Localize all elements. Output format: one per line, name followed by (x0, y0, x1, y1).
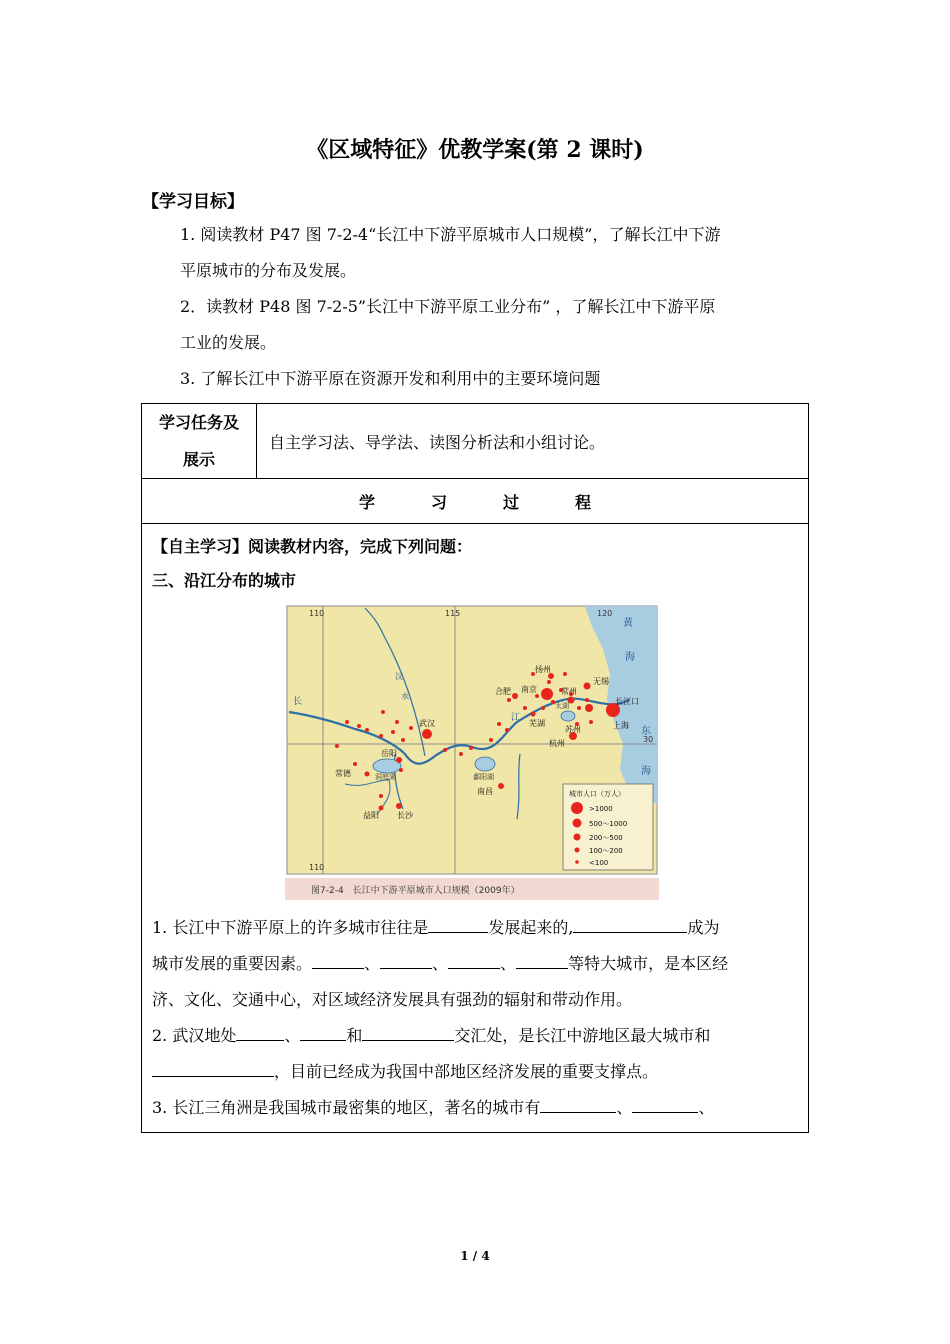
map-caption: 图7-2-4 长江中下游平原城市人口规模（2009年） (311, 886, 520, 896)
task-label-cell (142, 404, 257, 479)
objective-1 (142, 217, 808, 289)
process-char-1: 学 (358, 492, 375, 512)
sea-label-4: 海 (641, 766, 651, 777)
city-dot-wuhu (531, 712, 536, 717)
q1-sep-2: 、 (432, 954, 449, 973)
city-label-changzhou: 常州 (561, 687, 577, 696)
poyang-lake (475, 757, 495, 771)
q2-text-b: 、 (284, 1026, 301, 1045)
page-title: 《区域特征》优教学案(第 2 课时) (306, 137, 644, 163)
q3-sep-2: 、 (698, 1098, 715, 1117)
objectives-heading: 【学习目标】 (142, 192, 244, 212)
map-legend (563, 784, 653, 870)
city-dot-suzhou (585, 704, 593, 712)
q1-sep-3: 、 (500, 954, 517, 973)
page-number: 1 / 4 (460, 1249, 490, 1263)
legend-item-5: <100 (589, 859, 609, 867)
question-2 (152, 1018, 800, 1090)
city-dot-wuhan (422, 729, 432, 739)
content-cell (142, 524, 809, 1133)
legend-item-3: 200～500 (589, 834, 623, 842)
q2-blank-1[interactable] (236, 1022, 284, 1041)
city-label-wuhan: 武汉 (419, 719, 435, 728)
city-label-suzhou: 苏州 (565, 725, 581, 734)
q2-blank-4[interactable] (152, 1058, 274, 1077)
city-dot-changzhou (568, 697, 575, 704)
q1-sep-1: 、 (364, 954, 381, 973)
city-label-wuhu: 芜湖 (529, 719, 545, 728)
q1-text-f: 济、文化、交通中心，对区域经济发展具有强劲的辐射和带动作用。 (152, 990, 633, 1009)
legend-title: 城市人口（万人） (569, 790, 625, 798)
city-label-nanjing: 南京 (521, 685, 537, 694)
q1-text-c: 成为 (687, 918, 720, 937)
city-label-hangzhou: 杭州 (549, 739, 565, 748)
city-label-yangzhou: 扬州 (535, 665, 551, 674)
methods-cell: 自主学习法、导学法、读图分析法和小组讨论。 (257, 404, 809, 479)
q2-text-e: ，目前已经成为我国中部地区经济发展的重要支撑点。 (274, 1062, 659, 1081)
process-char-2: 习 (430, 492, 447, 512)
city-label-changde: 常德 (335, 769, 351, 778)
city-label-nanchang: 南昌 (477, 787, 493, 796)
grid-label-120: 120 (597, 609, 613, 618)
city-label-hefei: 合肥 (495, 687, 511, 696)
grid-label-30: 30 (643, 735, 654, 744)
city-label-wuxi: 无锡 (593, 677, 609, 686)
question-3 (152, 1090, 800, 1126)
study-table (141, 403, 809, 1133)
q2-text-a: 2. 武汉地处 (152, 1026, 237, 1045)
q1-blank-6[interactable] (516, 950, 568, 969)
city-dot-yiyang (379, 806, 384, 811)
q2-blank-3[interactable] (362, 1022, 454, 1041)
process-char-4: 程 (575, 492, 592, 512)
lake-label-dongting: 洞庭湖 (375, 773, 396, 781)
objective-1-line1: 1. 阅读教材 P47 图 7-2-4“长江中下游平原城市人口规模”，了解长江中下游 (180, 225, 721, 244)
tai-lake (561, 711, 575, 721)
sea-label-3: 东 (641, 726, 651, 737)
city-label-yueyang: 岳阳 (381, 749, 397, 758)
sea-label-2: 海 (625, 652, 635, 663)
city-label-changjiangkou: 长江口 (615, 697, 639, 706)
city-label-shanghai: 上海 (613, 721, 629, 730)
grid-label-115: 115 (445, 609, 461, 618)
objective-2-line2: 工业的发展。 (180, 333, 277, 352)
legend-item-2: 500～1000 (589, 820, 628, 828)
objective-3-text: 3. 了解长江中下游平原在资源开发和利用中的主要环境问题 (180, 369, 601, 388)
grid-label-110-top: 110 (309, 609, 325, 618)
city-dot-changde (365, 772, 370, 777)
q1-blank-5[interactable] (448, 950, 500, 969)
objective-3 (142, 361, 808, 397)
q2-text-c: 和 (346, 1026, 363, 1045)
q1-text-b: 发展起来的, (488, 918, 574, 937)
q3-text-a: 3. 长江三角洲是我国城市最密集的地区，著名的城市有 (152, 1098, 541, 1117)
grid-label-110: 110 (309, 863, 325, 872)
q1-text-a: 1. 长江中下游平原上的许多城市往往是 (152, 918, 429, 937)
city-dot-nanjing (541, 688, 553, 700)
q3-blank-2[interactable] (632, 1094, 698, 1113)
city-population-map (285, 604, 659, 900)
question-1 (152, 910, 800, 1018)
lake-label-poyang: 鄱阳湖 (473, 773, 494, 781)
objective-2-line1: 2．读教材 P48 图 7-2-5”长江中下游平原工业分布” ，了解长江中下游平原 (180, 297, 716, 316)
city-dot-nanchang (498, 783, 504, 789)
objective-2 (142, 289, 808, 361)
river-label-han: 汉 (395, 672, 403, 681)
process-heading (142, 479, 809, 524)
q1-text-e: 等特大城市，是本区经 (568, 954, 729, 973)
city-dot-changsha (396, 803, 402, 809)
q1-blank-1[interactable] (428, 914, 488, 933)
city-label-changsha: 长沙 (397, 811, 413, 820)
q1-blank-4[interactable] (380, 950, 432, 969)
river-label-shui: 水 (401, 692, 409, 701)
city-label-yiyang: 益阳 (363, 811, 379, 820)
process-char-3: 过 (503, 492, 520, 512)
q1-text-d: 城市发展的重要因素。 (152, 954, 313, 973)
task-label-line2: 展示 (182, 450, 215, 469)
city-dot-hefei (512, 693, 518, 699)
self-study-heading: 【自主学习】阅读教材内容，完成下列问题： (152, 537, 473, 556)
river-label-chang: 长 (293, 697, 303, 707)
q1-blank-2[interactable] (573, 914, 687, 933)
q1-blank-3[interactable] (312, 950, 364, 969)
legend-item-4: 100～200 (589, 847, 623, 855)
lake-label-tai: 太湖 (555, 702, 569, 710)
q3-sep-1: 、 (616, 1098, 633, 1117)
q2-text-d: 交汇处，是长江中游地区最大城市和 (454, 1026, 711, 1045)
river-label-jiang: 江 (511, 713, 521, 723)
sea-label-1: 黄 (623, 618, 633, 629)
q2-blank-2[interactable] (300, 1022, 346, 1041)
q3-blank-1[interactable] (540, 1094, 616, 1113)
objective-1-line2: 平原城市的分布及发展。 (180, 261, 357, 280)
task-label-line1: 学习任务及 (158, 413, 239, 432)
section-3-heading: 三、沿江分布的城市 (152, 571, 297, 590)
city-dot-wuxi (584, 683, 591, 690)
legend-item-1: >1000 (589, 805, 613, 813)
